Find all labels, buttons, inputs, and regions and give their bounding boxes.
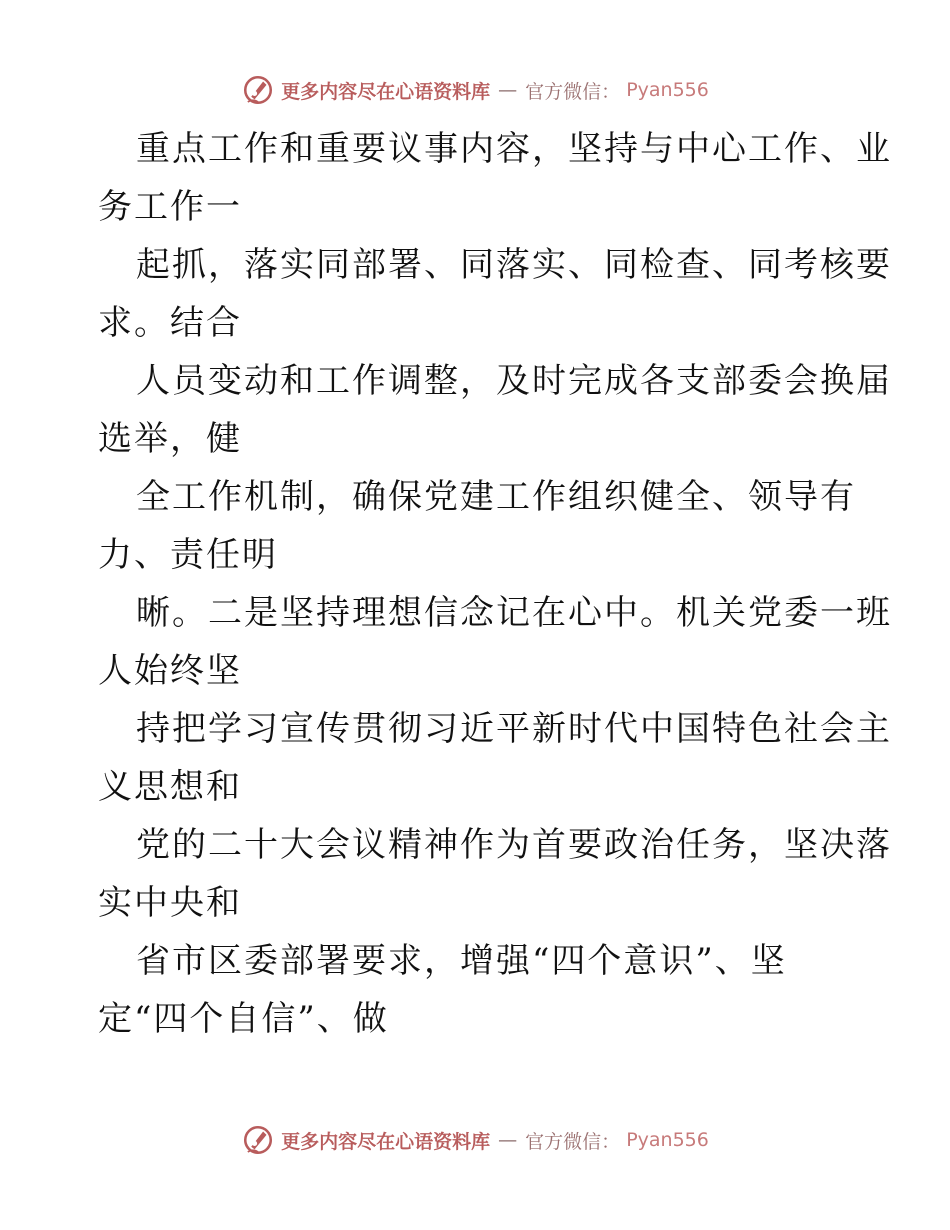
text-line: 力、责任明 <box>98 535 278 575</box>
watermark-site-text: 更多内容尽在心语资料库 <box>281 80 491 103</box>
watermark-handle: Pyan556 <box>626 79 709 101</box>
text-line: 选举，健 <box>98 419 242 459</box>
pen-nib-logo-icon <box>241 73 275 107</box>
header-watermark <box>0 70 950 110</box>
text-line: 重点工作和重要议事内容，坚持与中心工作、业 <box>136 129 892 169</box>
text-line: 持把学习宣传贯彻习近平新时代中国特色社会主 <box>136 709 892 749</box>
text-line: 起抓，落实同部署、同落实、同检查、同考核要 <box>136 245 892 285</box>
watermark-separator: — <box>498 79 518 101</box>
text-line: 省市区委部署要求，增强“四个意识”、坚 <box>136 941 787 981</box>
text-line: 晰。二是坚持理想信念记在心中。机关党委一班 <box>136 593 892 633</box>
text-line: 实中央和 <box>98 883 242 923</box>
watermark-wechat-label: 官方微信： <box>525 80 621 103</box>
watermark-site-text: 更多内容尽在心语资料库 <box>281 1130 491 1153</box>
document-body <box>98 120 892 1048</box>
footer-watermark <box>0 1120 950 1160</box>
text-line: 义思想和 <box>98 767 242 807</box>
text-line: 人员变动和工作调整，及时完成各支部委会换届 <box>136 361 892 401</box>
watermark-wechat-label: 官方微信： <box>525 1130 621 1153</box>
text-line: 求。结合 <box>98 303 242 343</box>
watermark-separator: — <box>498 1129 518 1151</box>
text-line: 党的二十大会议精神作为首要政治任务，坚决落 <box>136 825 892 865</box>
text-line: 定“四个自信”、做 <box>98 999 389 1039</box>
text-line: 人始终坚 <box>98 651 242 691</box>
pen-nib-logo-icon <box>241 1123 275 1157</box>
watermark-handle: Pyan556 <box>626 1129 709 1151</box>
text-line: 全工作机制，确保党建工作组织健全、领导有 <box>136 477 856 517</box>
text-line: 务工作一 <box>98 187 242 227</box>
